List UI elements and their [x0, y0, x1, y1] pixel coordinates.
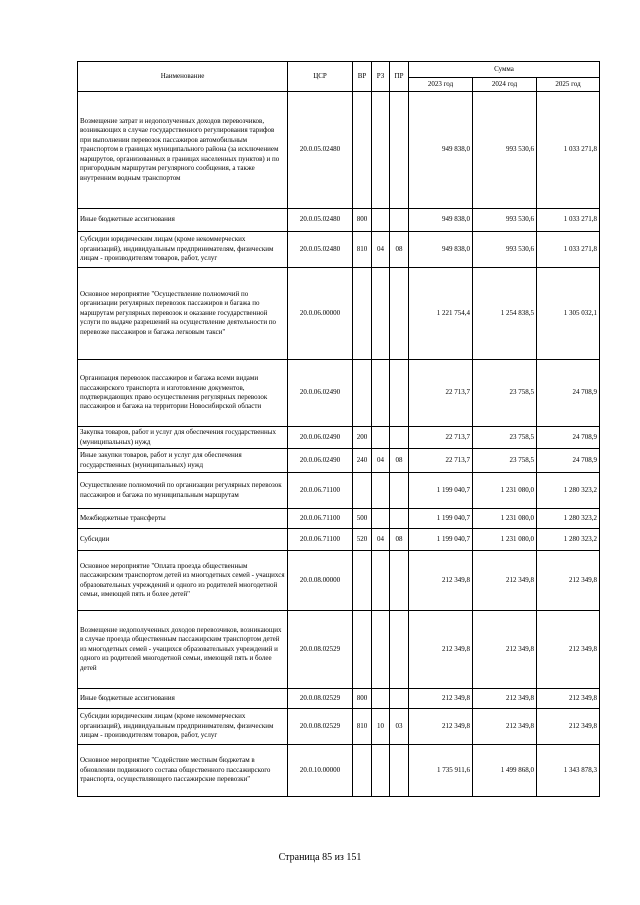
cell-sum-2023: 22 713,7	[409, 427, 473, 449]
cell-sum-2025: 24 708,9	[537, 449, 600, 473]
cell-sum-2023: 212 349,8	[409, 611, 473, 689]
cell-csr: 20.0.05.02480	[288, 232, 353, 268]
cell-name: Организация перевозок пассажиров и багажа всеми видами пассажирского транспорта и изготовление документов, подтверждающих право осуществления регулярных перевозок пассажиров и багажа на территории Новосибирской области	[78, 360, 288, 427]
cell-rz	[372, 209, 390, 232]
cell-vr	[353, 360, 372, 427]
header-csr: ЦСР	[288, 62, 353, 92]
cell-sum-2023: 1 199 040,7	[409, 473, 473, 509]
cell-sum-2023: 212 349,8	[409, 689, 473, 709]
cell-sum-2023: 212 349,8	[409, 709, 473, 745]
cell-rz	[372, 473, 390, 509]
cell-csr: 20.0.05.02480	[288, 92, 353, 209]
table-row	[78, 449, 600, 473]
table-row	[78, 360, 600, 427]
cell-pr: 08	[390, 232, 409, 268]
cell-name: Основное мероприятие "Содействие местным бюджетам в обновлении подвижного состава общественного пассажирского транспорта, осуществляющего пассажирские перевозки"	[78, 745, 288, 797]
cell-sum-2025: 24 708,9	[537, 360, 600, 427]
cell-rz: 04	[372, 449, 390, 473]
cell-sum-2025: 1 280 323,2	[537, 509, 600, 529]
cell-name: Субсидии юридическим лицам (кроме некоммерческих организаций), индивидуальным предпринимателям, физическим лицам - производителям товаров, работ, услуг	[78, 232, 288, 268]
cell-csr: 20.0.06.71100	[288, 529, 353, 551]
cell-sum-2025: 212 349,8	[537, 611, 600, 689]
table-row	[78, 92, 600, 209]
table-row	[78, 709, 600, 745]
cell-vr: 800	[353, 209, 372, 232]
cell-sum-2023: 22 713,7	[409, 360, 473, 427]
cell-csr: 20.0.06.00000	[288, 268, 353, 360]
cell-sum-2025: 24 708,9	[537, 427, 600, 449]
cell-sum-2024: 23 758,5	[473, 360, 537, 427]
cell-sum-2024: 993 530,6	[473, 92, 537, 209]
cell-pr	[390, 473, 409, 509]
cell-pr	[390, 509, 409, 529]
cell-sum-2025: 212 349,8	[537, 551, 600, 611]
table-row	[78, 529, 600, 551]
cell-pr: 08	[390, 449, 409, 473]
header-year-2024: 2024 год	[473, 78, 537, 92]
cell-rz: 04	[372, 529, 390, 551]
cell-name: Субсидии юридическим лицам (кроме некоммерческих организаций), индивидуальным предпринимателям, физическим лицам - производителям товаров, работ, услуг	[78, 709, 288, 745]
cell-pr	[390, 689, 409, 709]
cell-vr: 200	[353, 427, 372, 449]
cell-vr: 810	[353, 709, 372, 745]
cell-sum-2025: 1 280 323,2	[537, 529, 600, 551]
cell-sum-2023: 1 221 754,4	[409, 268, 473, 360]
cell-rz	[372, 360, 390, 427]
cell-sum-2023: 1 199 040,7	[409, 529, 473, 551]
cell-rz	[372, 92, 390, 209]
cell-csr: 20.0.10.00000	[288, 745, 353, 797]
cell-rz	[372, 689, 390, 709]
table-row	[78, 611, 600, 689]
header-rz: РЗ	[372, 62, 390, 92]
cell-rz	[372, 268, 390, 360]
cell-pr	[390, 551, 409, 611]
cell-rz	[372, 427, 390, 449]
cell-name: Основное мероприятие "Оплата проезда общественным пассажирским транспортом детей из многодетных семей - учащихся образовательных учреждений и одного из родителей многодетной семьи, имеющей пять и более детей"	[78, 551, 288, 611]
cell-name: Межбюджетные трансферты	[78, 509, 288, 529]
cell-pr	[390, 209, 409, 232]
cell-csr: 20.0.06.71100	[288, 509, 353, 529]
cell-sum-2024: 1 231 080,0	[473, 473, 537, 509]
cell-name: Возмещение затрат и недополученных доходов перевозчиков, возникающих в случае государственного регулирования тарифов при выполнении перевозок пассажиров автомобильным транспортом в границах муниципального района (за исключением маршрутов, организованных в границах населенных пунктов) и по пригородным маршрутам регулярного сообщения, а также внутренним водным транспортом	[78, 92, 288, 209]
page-number: Страница 85 из 151	[278, 852, 362, 863]
cell-pr	[390, 745, 409, 797]
cell-sum-2023: 949 838,0	[409, 209, 473, 232]
cell-sum-2025: 1 305 032,1	[537, 268, 600, 360]
header-vr: ВР	[353, 62, 372, 92]
cell-csr: 20.0.08.02529	[288, 611, 353, 689]
header-year-2025: 2025 год	[537, 78, 600, 92]
cell-sum-2024: 212 349,8	[473, 551, 537, 611]
cell-csr: 20.0.06.02490	[288, 427, 353, 449]
cell-vr: 800	[353, 689, 372, 709]
cell-sum-2024: 212 349,8	[473, 689, 537, 709]
table-row	[78, 745, 600, 797]
cell-sum-2023: 22 713,7	[409, 449, 473, 473]
cell-rz	[372, 551, 390, 611]
cell-csr: 20.0.06.71100	[288, 473, 353, 509]
table-body	[78, 92, 600, 797]
cell-sum-2025: 212 349,8	[537, 709, 600, 745]
cell-vr: 240	[353, 449, 372, 473]
cell-pr	[390, 92, 409, 209]
cell-name: Иные бюджетные ассигнования	[78, 209, 288, 232]
cell-rz	[372, 745, 390, 797]
cell-name: Закупка товаров, работ и услуг для обеспечения государственных (муниципальных) нужд	[78, 427, 288, 449]
cell-sum-2024: 993 530,6	[473, 209, 537, 232]
cell-vr: 520	[353, 529, 372, 551]
cell-pr	[390, 268, 409, 360]
cell-pr	[390, 427, 409, 449]
cell-rz	[372, 509, 390, 529]
cell-vr	[353, 745, 372, 797]
header-pr: ПР	[390, 62, 409, 92]
table-row	[78, 232, 600, 268]
cell-sum-2025: 1 280 323,2	[537, 473, 600, 509]
cell-sum-2024: 212 349,8	[473, 709, 537, 745]
cell-sum-2024: 1 231 080,0	[473, 529, 537, 551]
cell-vr	[353, 551, 372, 611]
table-row	[78, 473, 600, 509]
cell-sum-2024: 1 499 868,0	[473, 745, 537, 797]
header-sum: Сумма	[409, 62, 600, 78]
cell-csr: 20.0.08.00000	[288, 551, 353, 611]
cell-rz: 10	[372, 709, 390, 745]
table-row	[78, 427, 600, 449]
cell-vr	[353, 92, 372, 209]
cell-sum-2025: 1 033 271,8	[537, 232, 600, 268]
cell-sum-2024: 23 758,5	[473, 427, 537, 449]
cell-rz	[372, 611, 390, 689]
cell-pr: 03	[390, 709, 409, 745]
table-row	[78, 509, 600, 529]
cell-sum-2025: 1 033 271,8	[537, 209, 600, 232]
cell-rz: 04	[372, 232, 390, 268]
cell-csr: 20.0.05.02480	[288, 209, 353, 232]
table-row	[78, 209, 600, 232]
cell-vr: 500	[353, 509, 372, 529]
cell-name: Иные бюджетные ассигнования	[78, 689, 288, 709]
cell-name: Иные закупки товаров, работ и услуг для обеспечения государственных (муниципальных) нужд	[78, 449, 288, 473]
cell-sum-2025: 1 343 878,3	[537, 745, 600, 797]
cell-sum-2023: 949 838,0	[409, 92, 473, 209]
cell-sum-2024: 993 530,6	[473, 232, 537, 268]
table-row	[78, 689, 600, 709]
cell-pr: 08	[390, 529, 409, 551]
header-year-2023: 2023 год	[409, 78, 473, 92]
cell-sum-2024: 23 758,5	[473, 449, 537, 473]
table-row	[78, 268, 600, 360]
cell-vr	[353, 611, 372, 689]
cell-name: Возмещение недополученных доходов перевозчиков, возникающих в случае проезда общественным пассажирским транспортом детей из многодетных семей - учащихся образовательных учреждений и одного из родителей многодетной семьи, имеющей пять и более детей	[78, 611, 288, 689]
cell-csr: 20.0.08.02529	[288, 689, 353, 709]
table-row	[78, 551, 600, 611]
header-name: Наименование	[78, 62, 288, 92]
cell-vr: 810	[353, 232, 372, 268]
cell-pr	[390, 611, 409, 689]
cell-vr	[353, 473, 372, 509]
cell-sum-2024: 1 231 080,0	[473, 509, 537, 529]
budget-table	[77, 61, 600, 797]
cell-sum-2024: 1 254 838,5	[473, 268, 537, 360]
cell-csr: 20.0.08.02529	[288, 709, 353, 745]
cell-name: Основное мероприятие "Осуществление полномочий по организации регулярных перевозок пассажиров и багажа по маршрутам регулярных перевозок и оказание государственной услуги по выдаче разрешений на осуществление деятельности по перевозке пассажиров и багажа легковым такси"	[78, 268, 288, 360]
cell-name: Осуществление полномочий по организации регулярных перевозок пассажиров и багажа по муниципальным маршрутам	[78, 473, 288, 509]
cell-csr: 20.0.06.02490	[288, 449, 353, 473]
cell-sum-2024: 212 349,8	[473, 611, 537, 689]
cell-vr	[353, 268, 372, 360]
cell-sum-2023: 1 735 911,6	[409, 745, 473, 797]
cell-pr	[390, 360, 409, 427]
cell-sum-2023: 212 349,8	[409, 551, 473, 611]
cell-csr: 20.0.06.02490	[288, 360, 353, 427]
cell-sum-2025: 1 033 271,8	[537, 92, 600, 209]
cell-sum-2023: 949 838,0	[409, 232, 473, 268]
cell-sum-2023: 1 199 040,7	[409, 509, 473, 529]
cell-sum-2025: 212 349,8	[537, 689, 600, 709]
cell-name: Субсидии	[78, 529, 288, 551]
